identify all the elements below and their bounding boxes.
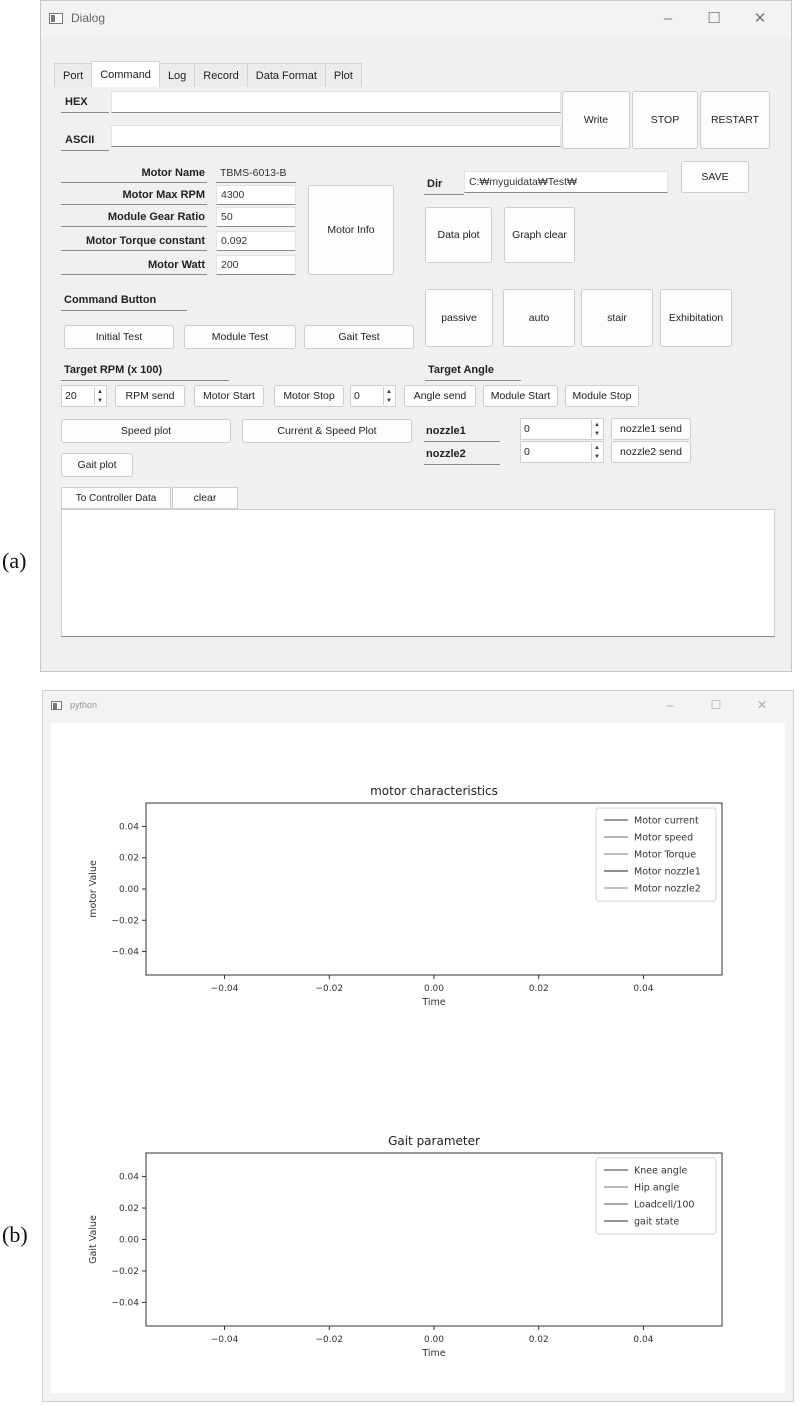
nozzle2-label: nozzle2 (424, 443, 500, 465)
dialog-window (40, 0, 792, 672)
motor-info-button[interactable]: Motor Info (308, 185, 394, 275)
chart2-legend-label: Knee angle (634, 1165, 688, 1177)
target-angle-label: Target Angle (425, 359, 521, 381)
spin-down-icon[interactable]: ▼ (97, 397, 103, 404)
spin-down-icon[interactable]: ▼ (594, 430, 600, 437)
current-speed-plot-button[interactable]: Current & Speed Plot (242, 419, 412, 443)
chart2-x-tick-label: −0.02 (315, 1335, 344, 1345)
stop-button[interactable]: STOP (632, 91, 698, 149)
command-tab-panel (54, 87, 785, 663)
tab-bar (54, 63, 361, 88)
angle-spinbox[interactable] (350, 385, 396, 407)
chart1-y-tick-label: 0.02 (118, 853, 139, 864)
to-controller-data-tab[interactable]: To Controller Data (61, 487, 171, 509)
close-icon[interactable]: ✕ (756, 698, 768, 712)
minimize-icon[interactable]: – (666, 698, 674, 712)
nozzle2-spinbox[interactable] (520, 441, 604, 463)
save-button[interactable]: SAVE (681, 161, 749, 193)
chart2-legend-label: Loadcell/100 (634, 1199, 695, 1211)
tab-log[interactable]: Log (159, 63, 195, 88)
module-stop-button[interactable]: Module Stop (565, 385, 639, 407)
spin-up-icon[interactable]: ▲ (386, 388, 392, 395)
chart2-y-tick-label: 0.04 (118, 1172, 139, 1183)
chart2-y-tick-label: −0.04 (111, 1298, 139, 1309)
chart1-legend-label: Motor Torque (634, 849, 697, 861)
chart1-x-tick-label: −0.02 (315, 984, 344, 994)
write-button[interactable]: Write (562, 91, 630, 149)
plot-canvas (51, 723, 785, 1393)
spin-up-icon[interactable]: ▲ (97, 388, 103, 395)
graph-clear-button[interactable]: Graph clear (504, 207, 575, 263)
nozzle1-send-button[interactable]: nozzle1 send (611, 418, 691, 440)
motor-start-button[interactable]: Motor Start (194, 385, 264, 407)
chart2-y-tick-label: 0.00 (118, 1235, 139, 1246)
maximize-icon[interactable]: ☐ (710, 698, 722, 712)
chart1-legend-label: Motor nozzle2 (634, 883, 701, 895)
nozzle2-send-button[interactable]: nozzle2 send (611, 441, 691, 463)
spin-up-icon[interactable]: ▲ (594, 421, 600, 428)
spin-down-icon[interactable]: ▼ (386, 397, 392, 404)
chart2-x-axis-label: Time (422, 1348, 446, 1359)
passive-button[interactable]: passive (425, 289, 493, 347)
motor-torque-constant-input[interactable]: 0.092 (216, 231, 296, 251)
app-window-icon (49, 13, 63, 24)
nozzle1-spinbox-value: 0 (524, 423, 530, 435)
chart1-x-tick-label: −0.04 (210, 984, 239, 994)
target-rpm-label: Target RPM (x 100) (61, 359, 229, 381)
gait-test-button[interactable]: Gait Test (304, 325, 414, 349)
plot-titlebar (43, 691, 793, 719)
exhibitation-button[interactable]: Exhibitation (660, 289, 732, 347)
rpm-spinbox[interactable] (61, 385, 107, 407)
gait-plot-button[interactable]: Gait plot (61, 453, 133, 477)
chart1-x-axis-label: Time (422, 997, 446, 1008)
ascii-input[interactable] (111, 125, 561, 147)
rpm-spinbox-value: 20 (65, 390, 77, 402)
maximize-icon[interactable]: ☐ (707, 10, 721, 27)
hex-input[interactable] (111, 91, 561, 113)
plot-window-title: python (70, 700, 98, 710)
module-start-button[interactable]: Module Start (483, 385, 558, 407)
app-window-icon (51, 701, 62, 710)
restart-button[interactable]: RESTART (700, 91, 770, 149)
chart2-y-tick-label: −0.02 (111, 1266, 139, 1277)
nozzle1-spinbox[interactable] (520, 418, 604, 440)
initial-test-button[interactable]: Initial Test (64, 325, 174, 349)
plot-window (42, 690, 794, 1402)
motor-name-value: TBMS-6013-B (216, 163, 296, 183)
tab-record[interactable]: Record (194, 63, 247, 88)
ascii-label: ASCII (61, 129, 109, 151)
nozzle1-label: nozzle1 (424, 420, 500, 442)
chart1-x-tick-label: 0.00 (423, 984, 445, 994)
module-gear-ratio-label: Module Gear Ratio (61, 207, 207, 227)
chart1-y-tick-label: 0.04 (118, 822, 139, 833)
chart1-legend-label: Motor current (634, 815, 699, 827)
dialog-titlebar (41, 1, 791, 35)
chart2-title: Gait parameter (388, 1134, 480, 1148)
chart2-x-tick-label: 0.04 (633, 1335, 654, 1345)
rpm-send-button[interactable]: RPM send (115, 385, 185, 407)
motor-max-rpm-label: Motor Max RPM (61, 185, 207, 205)
chart1-y-tick-label: 0.00 (118, 885, 139, 895)
chart1-y-tick-label: −0.02 (111, 916, 139, 927)
spin-down-icon[interactable]: ▼ (594, 453, 600, 460)
motor-stop-button[interactable]: Motor Stop (274, 385, 344, 407)
chart2-legend-label: gait state (634, 1216, 680, 1228)
dir-label: Dir (424, 173, 464, 195)
chart2-y-tick-label: 0.02 (118, 1204, 139, 1215)
chart1-title: motor characteristics (370, 784, 498, 798)
dialog-title: Dialog (71, 11, 106, 25)
tab-command[interactable]: Command (91, 61, 160, 88)
auto-button[interactable]: auto (503, 289, 575, 347)
chart1-x-tick-label: 0.02 (528, 984, 549, 994)
chart2-x-tick-label: 0.02 (528, 1335, 549, 1345)
speed-plot-button[interactable]: Speed plot (61, 419, 231, 443)
tab-port[interactable]: Port (54, 63, 92, 88)
minimize-icon[interactable]: – (663, 9, 673, 27)
chart1-y-axis-label: motor Value (88, 860, 99, 918)
motor-watt-input[interactable]: 200 (216, 255, 296, 275)
stair-button[interactable]: stair (581, 289, 653, 347)
angle-send-button[interactable]: Angle send (404, 385, 476, 407)
motor-torque-constant-label: Motor Torque constant (61, 231, 207, 251)
motor-max-rpm-input[interactable]: 4300 (216, 185, 296, 205)
command-button-label: Command Button (61, 289, 187, 311)
clear-button[interactable]: clear (172, 487, 238, 509)
controller-data-textarea[interactable] (61, 509, 775, 637)
close-icon[interactable]: ✕ (753, 10, 767, 27)
angle-spinbox-value: 0 (354, 390, 360, 402)
chart1-x-tick-label: 0.04 (633, 984, 654, 994)
tab-plot[interactable]: Plot (325, 63, 362, 88)
module-gear-ratio-input[interactable]: 50 (216, 207, 296, 227)
motor-name-label: Motor Name (61, 163, 207, 183)
figure-label-a: (a) (2, 548, 27, 573)
chart1-legend-label: Motor nozzle1 (634, 866, 701, 878)
chart2-y-axis-label: Gait Value (88, 1215, 99, 1264)
chart1-y-tick-label: −0.04 (111, 947, 139, 958)
data-plot-button[interactable]: Data plot (425, 207, 492, 263)
charts-svg (51, 723, 785, 1393)
hex-label: HEX (61, 91, 109, 113)
nozzle2-spinbox-value: 0 (524, 446, 530, 458)
chart2-x-tick-label: −0.04 (210, 1335, 239, 1345)
dir-input[interactable]: C:₩myguidata₩Test₩ (464, 171, 668, 193)
chart2-x-tick-label: 0.00 (423, 1335, 445, 1345)
module-test-button[interactable]: Module Test (184, 325, 296, 349)
spin-up-icon[interactable]: ▲ (594, 444, 600, 451)
chart2-legend-label: Hip angle (634, 1182, 680, 1194)
figure-label-b: (b) (2, 1222, 28, 1247)
motor-watt-label: Motor Watt (61, 255, 207, 275)
chart1-legend-label: Motor speed (634, 832, 694, 844)
tab-data-format[interactable]: Data Format (247, 63, 326, 88)
